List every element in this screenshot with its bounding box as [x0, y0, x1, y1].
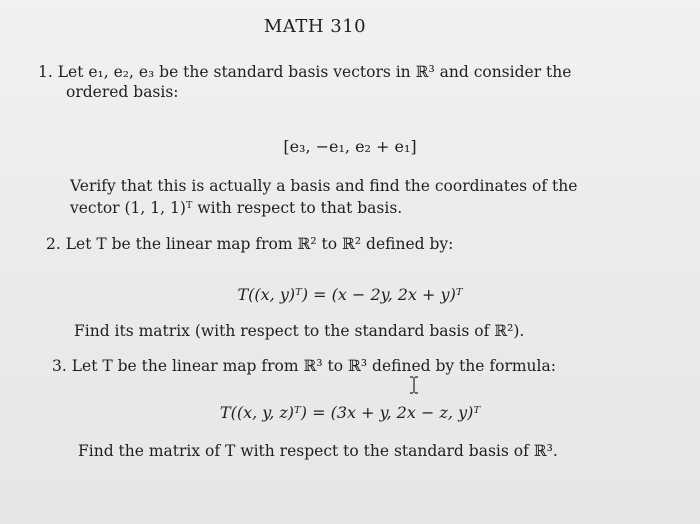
item-1-formula: [e₃, −e₁, e₂ + e₁] — [283, 137, 417, 156]
page-title: MATH 310 — [263, 16, 367, 37]
item-2-line-1 — [46, 235, 453, 253]
item-2-formula: T((x, y)ᵀ) = (x − 2y, 2x + y)ᵀ — [237, 285, 463, 304]
item-1-after-1: Verify that this is actually a basis and find the coordinates of the — [70, 177, 578, 195]
item-1-number: 1. — [38, 63, 53, 81]
item-3-text-1: Let T be the linear map from ℝ³ to ℝ³ defined by the formula: — [71, 357, 556, 375]
item-3-formula: T((x, y, z)ᵀ) = (3x + y, 2x − z, y)ᵀ — [219, 403, 481, 422]
item-3-after-1: Find the matrix of T with respect to the standard basis of ℝ³. — [78, 442, 558, 460]
item-1-text-2: ordered basis: — [66, 83, 179, 101]
item-3-line-1 — [52, 357, 556, 375]
item-1-line-1 — [38, 63, 571, 81]
text-cursor-icon — [409, 376, 419, 394]
item-3-number: 3. — [52, 357, 67, 375]
item-2-after-1: Find its matrix (with respect to the standard basis of ℝ²). — [74, 322, 525, 340]
item-1-text-1: Let e₁, e₂, e₃ be the standard basis vectors in ℝ³ and consider the — [57, 63, 572, 81]
item-2-number: 2. — [46, 235, 61, 253]
item-2-text-1: Let T be the linear map from ℝ² to ℝ² defined by: — [65, 235, 454, 253]
item-1-after-2: vector (1, 1, 1)ᵀ with respect to that basis. — [70, 199, 403, 217]
